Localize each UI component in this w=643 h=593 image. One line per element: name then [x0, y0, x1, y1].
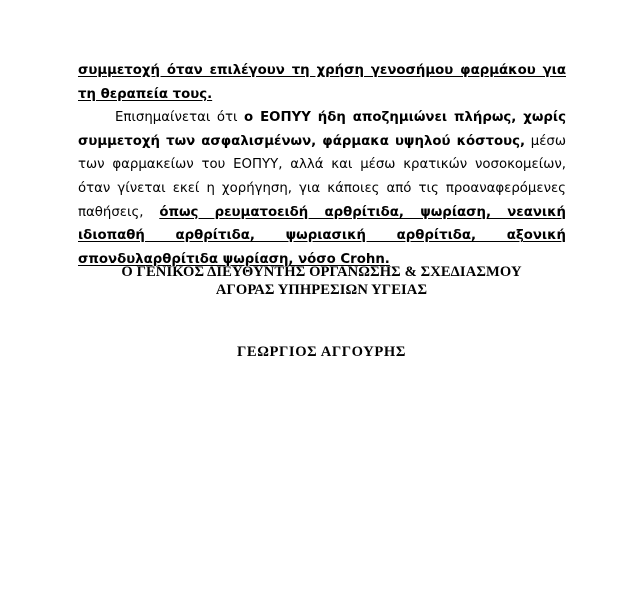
document-body — [78, 59, 566, 271]
paragraph-2-regular-run: μέσω των φαρμακείων του ΕΟΠΥΥ, αλλά και μέσω κρατικών νοσοκομείων, όταν γίνεται εκεί η χορήγηση, για κάποιες από τις προαναφερόμενες παθήσεις, — [78, 133, 566, 220]
paragraph-2-lead-run: Επισημαίνεται ότι — [115, 110, 245, 126]
signatory-name: ΓΕΩΡΓΙΟΣ ΑΓΓΟΥΡΗΣ — [237, 344, 406, 360]
paragraph-1-underlined-bold-run: συμμετοχή όταν επιλέγουν τη χρήση γενοσήμου φαρμάκου για τη θεραπεία τους. — [78, 63, 566, 102]
paragraph-2-conditions-list-run: όπως ρευματοειδή αρθρίτιδα, ψωρίαση, νεανική ιδιοπαθή αρθρίτιδα, ψωριασική αρθρίτιδα, αξονική σπονδυλαρθρίτιδα ψωρίαση, νόσο Crohn. — [78, 204, 566, 267]
signatory-title-line-2: ΑΓΟΡΑΣ ΥΠΗΡΕΣΙΩΝ ΥΓΕΙΑΣ — [215, 281, 428, 298]
paragraph-eopyy-reimbursement — [78, 106, 566, 271]
paragraph-generic-medication — [78, 59, 566, 106]
paragraph-2-bold-run: ο ΕΟΠΥΥ ήδη αποζημιώνει πλήρως, χωρίς συμμετοχή των ασφαλισμένων, φάρμακα υψηλού κόστους, — [78, 110, 566, 149]
signatory-title-block — [0, 264, 643, 299]
signatory-title-line-1: Ο ΓΕΝΙΚΟΣ ΔΙΕΥΘΥΝΤΗΣ ΟΡΓΑΝΩΣΗΣ & ΣΧΕΔΙΑΣΜΟΥ — [121, 264, 522, 280]
